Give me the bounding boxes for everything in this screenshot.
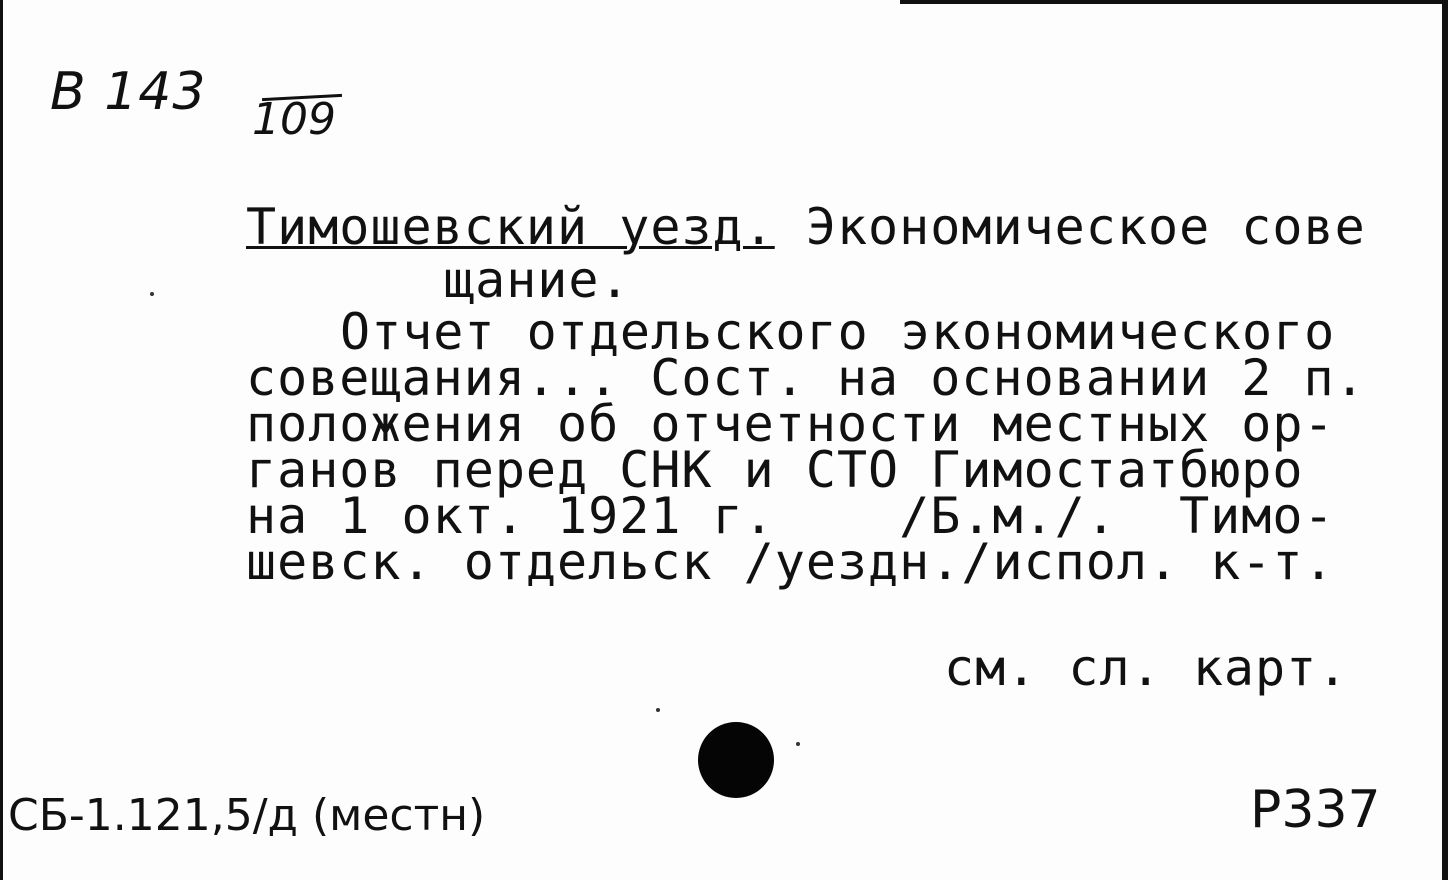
shelf-mark-sub: 109: [252, 94, 336, 145]
card-heading: [246, 198, 1366, 256]
card-edge-right: [1442, 0, 1448, 880]
ink-speck: [656, 708, 660, 712]
body-line-5: на 1 окт. 1921 г. /Б.м./. Тимо-: [246, 487, 1335, 545]
ink-speck: [796, 742, 800, 746]
shelf-mark: В 143: [50, 62, 207, 122]
card-edge-top: [900, 0, 1448, 4]
body-line-1: Отчет отдельского экономического: [340, 303, 1336, 361]
body-line-3: положения об отчетности местных ор-: [246, 395, 1335, 453]
body-line-6: шевск. отдельск /уездн./испол. к-т.: [246, 533, 1335, 591]
record-number: Р337: [1250, 780, 1381, 840]
card-edge-left: [0, 0, 3, 880]
body-line-2: совещания... Сост. на основании 2 п.: [246, 349, 1366, 407]
heading-subject: Тимошевский уезд.: [246, 198, 775, 256]
body-line-4: ганов перед СНК и СТО Гимостатбюро: [246, 441, 1304, 499]
heading-rest: Экономическое сове: [774, 198, 1366, 256]
classification-code: СБ-1.121,5/д (местн): [8, 790, 486, 841]
heading-continuation: щание.: [444, 251, 631, 309]
punch-hole: [698, 722, 774, 798]
see-next-card-note: см. сл. карт.: [944, 639, 1349, 697]
ink-speck: [150, 292, 154, 296]
